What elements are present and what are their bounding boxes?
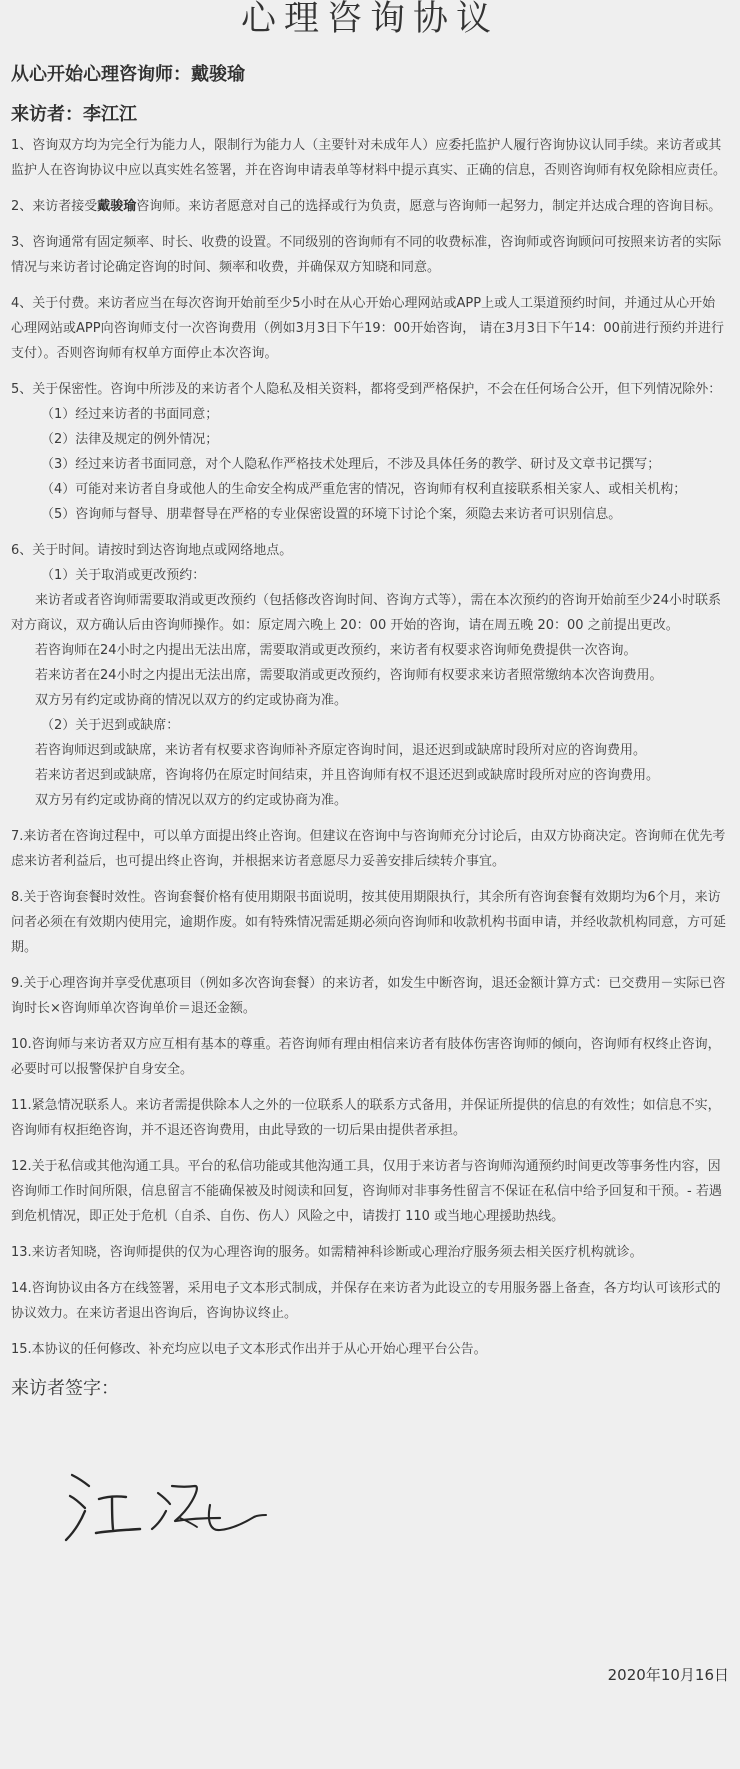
clause-1: 1、咨询双方均为完全行为能力人，限制行为能力人（主要针对未成年人）应委托监护人履行咨询协议认同手续。来访者或其监护人在咨询协议中应以真实姓名签署，并在咨询申请表单等材料中提示真实、正确的信息，否则咨询师有权免除相应责任。 <box>11 138 727 178</box>
clause-4: 4、关于付费。来访者应当在每次咨询开始前至少5小时在从心开始心理网站或APP上或人工渠道预约时间，并通过从心开始心理网站或APP向咨询师支付一次咨询费用（例如3月3日下午19：00开始咨询， 请在3月3日下午14：00前进行预约并进行支付）。否则咨询师有权单方面停止本次咨询。 <box>11 296 724 361</box>
clause-7: 7.来访者在咨询过程中，可以单方面提出终止咨询。但建议在咨询中与咨询师充分讨论后，由双方协商决定。咨询师在优先考虑来访者利益后，也可提出终止咨询，并根据来访者意愿尽力妥善安排后续转介事宜。 <box>11 829 726 869</box>
handwritten-signature <box>56 1463 276 1563</box>
clause-6-sub1-body: 来访者或者咨询师需要取消或更改预约（包括修改咨询时间、咨询方式等），需在本次预约的咨询开始前至少24小时联系对方商议，双方确认后由咨询师操作。如：原定周六晚上 20：00 开始的咨询，请在周五晚 20：00 之前提出更改。 <box>11 593 722 633</box>
clause-3: 3、咨询通常有固定频率、时长、收费的设置。不同级别的咨询师有不同的收费标准，咨询师或咨询顾问可按照来访者的实际情况与来访者讨论确定咨询的时间、频率和收费，并确保双方知晓和同意。 <box>11 235 722 275</box>
clause-6-sub1-line-1: 若咨询师在24小时之内提出无法出席，需要取消或更改预约，来访者有权要求咨询师免费提供一次咨询。 <box>35 643 637 658</box>
consultant-line: 从心开始心理咨询师：戴骏瑜 <box>11 64 245 85</box>
clause-6-sub1-line-2: 若来访者在24小时之内提出无法出席，需要取消或更改预约，咨询师有权要求来访者照常缴纳本次咨询费用。 <box>35 668 663 683</box>
clause-5-item-4: （4）可能对来访者自身或他人的生命安全构成严重危害的情况，咨询师有权利直接联系相关家人、或相关机构； <box>41 482 687 497</box>
clause-2-after: 咨询师。来访者愿意对自己的选择或行为负责，愿意与咨询师一起努力，制定并达成合理的咨询目标。 <box>136 199 722 214</box>
clause-6-sub2-line-1: 若咨询师迟到或缺席，来访者有权要求咨询师补齐原定咨询时间，退还迟到或缺席时段所对应的咨询费用。 <box>35 743 647 758</box>
clause-5: 5、关于保密性。咨询中所涉及的来访者个人隐私及相关资料，都将受到严格保护，不会在任何场合公开，但下列情况除外： <box>11 382 722 397</box>
clause-6-sub2-title: （2）关于迟到或缺席： <box>41 718 180 733</box>
clause-14: 14.咨询协议由各方在线签署，采用电子文本形式制成，并保存在来访者为此设立的专用服务器上备查，各方均认可该形式的协议效力。在来访者退出咨询后，咨询协议终止。 <box>11 1281 721 1321</box>
clause-12: 12.关于私信或其他沟通工具。平台的私信功能或其他沟通工具，仅用于来访者与咨询师沟通预约时间更改等事务性内容，因咨询师工作时间所限，信息留言不能确保被及时阅读和回复，咨询师对非事务性留言不保证在私信中给予回复和干预。- 若遇到危机情况，即正处于危机（自杀、自伤、伤人）风险之中，请拨打 110 或当地心理援助热线。 <box>11 1159 722 1224</box>
clause-2 <box>11 194 728 219</box>
clause-6: 6、关于时间。请按时到达咨询地点或网络地点。 <box>11 543 293 558</box>
clause-5-item-1: （1）经过来访者的书面同意； <box>41 407 219 422</box>
clause-6-sub2-line-2: 若来访者迟到或缺席，咨询将仍在原定时间结束，并且咨询师有权不退还迟到或缺席时段所对应的咨询费用。 <box>35 768 660 783</box>
clause-5-item-2: （2）法律及规定的例外情况； <box>41 432 219 447</box>
clause-9: 9.关于心理咨询并享受优惠项目（例如多次咨询套餐）的来访者，如发生中断咨询，退还金额计算方式：已交费用－实际已咨询时长×咨询师单次咨询单价＝退还金额。 <box>11 976 726 1016</box>
client-line: 来访者：李江江 <box>11 104 137 125</box>
clause-15: 15.本协议的任何修改、补充均应以电子文本形式作出并于从心开始心理平台公告。 <box>11 1342 487 1357</box>
clause-5-item-3: （3）经过来访者书面同意，对个人隐私作严格技术处理后，不涉及具体任务的教学、研讨及文章书记撰写； <box>41 457 661 472</box>
clause-13: 13.来访者知晓，咨询师提供的仅为心理咨询的服务。如需精神科诊断或心理治疗服务须去相关医疗机构就诊。 <box>11 1245 643 1260</box>
clause-2-consultant-name: 戴骏瑜 <box>97 199 137 214</box>
clause-6-sub1-line-3: 双方另有约定或协商的情况以双方的约定或协商为准。 <box>35 693 348 708</box>
clause-8: 8.关于咨询套餐时效性。咨询套餐价格有使用期限书面说明，按其使用期限执行，其余所有咨询套餐有效期均为6个月，来访问者必须在有效期内使用完，逾期作废。如有特殊情况需延期必须向咨询师和收款机构书面申请，并经收款机构同意，方可延期。 <box>11 890 727 955</box>
clause-2-before: 2、来访者接受 <box>11 199 98 214</box>
clause-5-item-5: （5）咨询师与督导、朋辈督导在严格的专业保密设置的环境下讨论个案，须隐去来访者可识别信息。 <box>41 507 622 522</box>
clause-11: 11.紧急情况联系人。来访者需提供除本人之外的一位联系人的联系方式备用，并保证所提供的信息的有效性；如信息不实，咨询师有权拒绝咨询，并不退还咨询费用，由此导致的一切后果由提供者承担。 <box>11 1098 721 1138</box>
page-title: 心理咨询协议 <box>240 0 499 39</box>
signature-label: 来访者签字： <box>11 1378 119 1399</box>
agreement-content <box>11 133 728 1362</box>
clause-10: 10.咨询师与来访者双方应互相有基本的尊重。若咨询师有理由相信来访者有肢体伤害咨询师的倾向，咨询师有权终止咨询， 必要时可以报警保护自身安全。 <box>11 1037 721 1077</box>
signature-date: 2020年10月16日 <box>607 1666 729 1684</box>
clause-6-sub2-line-3: 双方另有约定或协商的情况以双方的约定或协商为准。 <box>35 793 348 808</box>
clause-6-sub1-title: （1）关于取消或更改预约： <box>41 568 206 583</box>
